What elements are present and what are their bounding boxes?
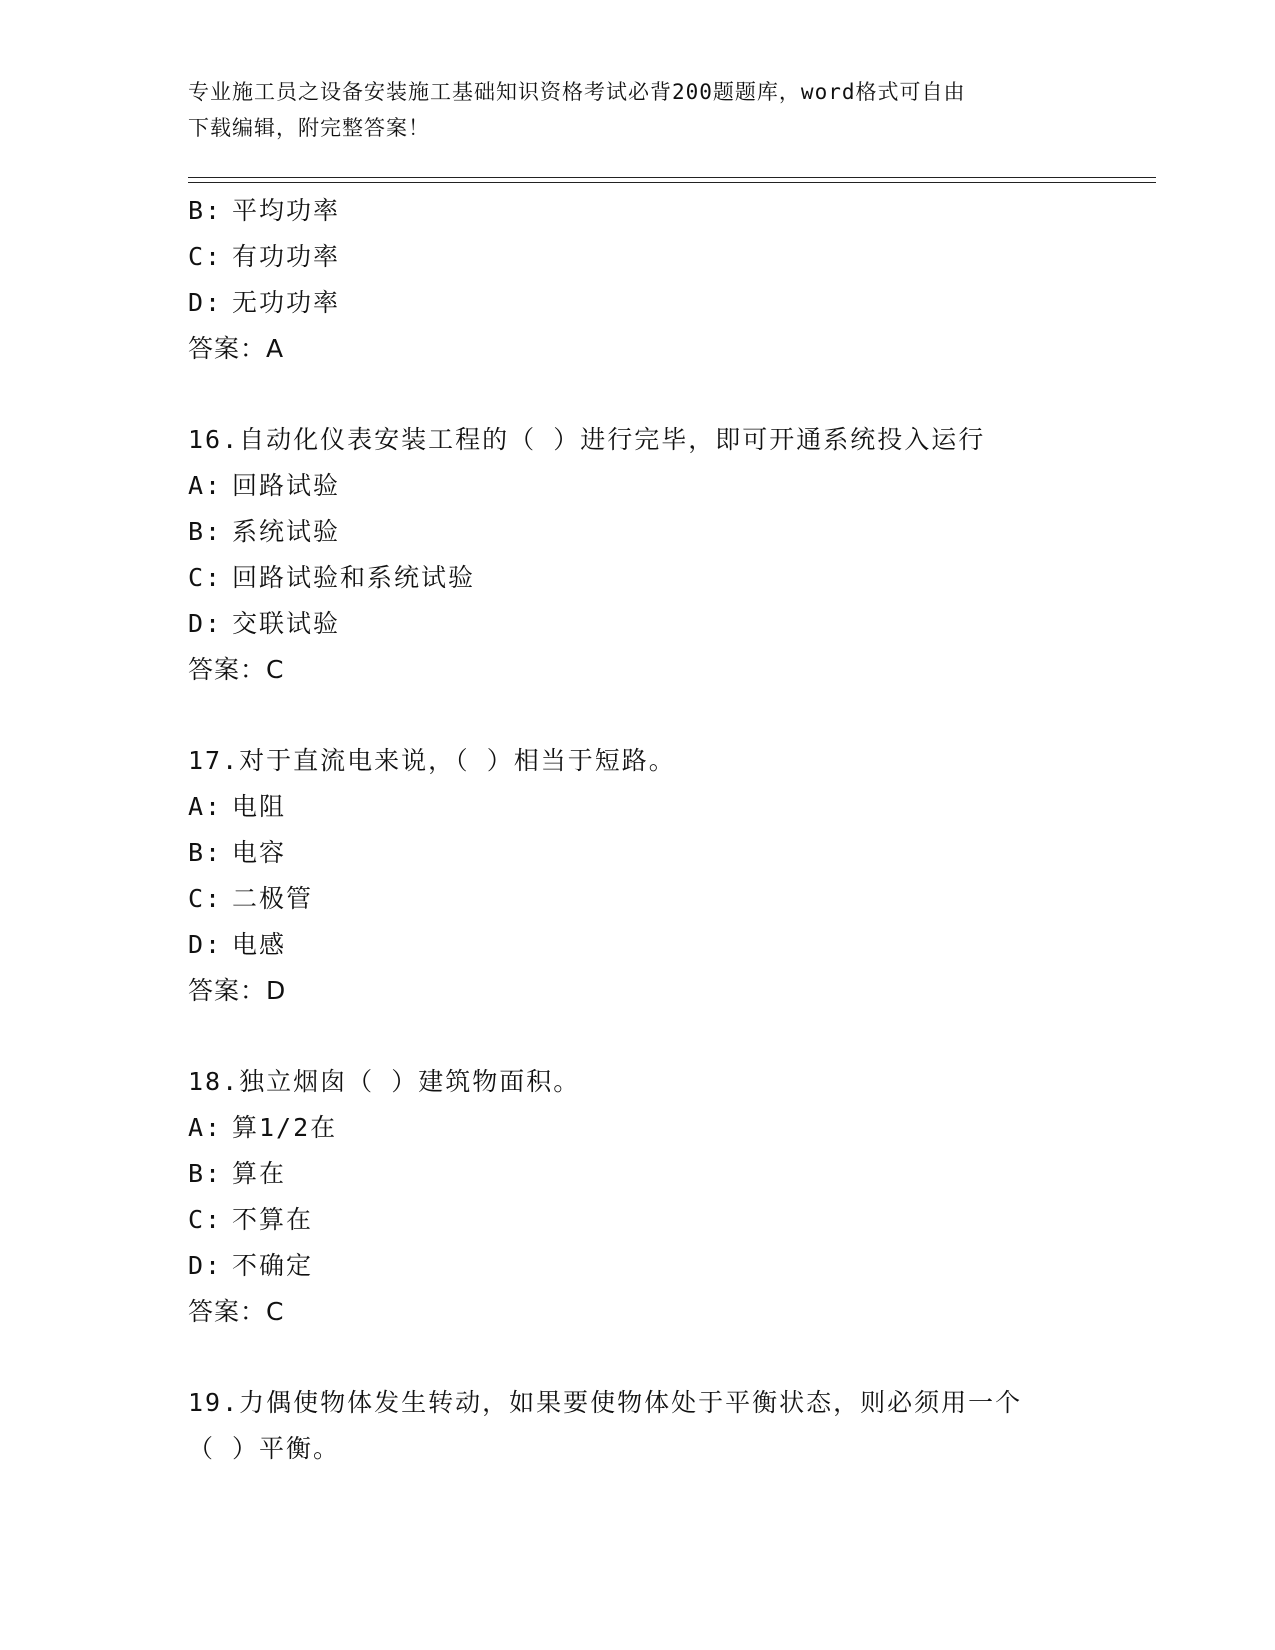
option-text: 电感 — [232, 930, 287, 959]
question-stem: 16.自动化仪表安装工程的（ ）进行完毕，即可开通系统投入运行 — [188, 425, 986, 454]
option-text: 系统试验 — [232, 517, 341, 546]
option-c — [188, 876, 1148, 922]
option-c — [188, 234, 1148, 280]
answer-line: 答案：C — [188, 1297, 285, 1326]
option-text: 电容 — [232, 838, 287, 867]
question-stem: 17.对于直流电来说，（ ）相当于短路。 — [188, 746, 676, 775]
option-letter: D: — [188, 1251, 223, 1280]
answer-line: 答案：C — [188, 655, 285, 684]
option-letter: D: — [188, 930, 223, 959]
option-text: 不算在 — [232, 1205, 314, 1234]
option-letter: A: — [188, 1113, 223, 1142]
question-block-partial — [188, 188, 1148, 372]
option-letter: C: — [188, 1205, 223, 1234]
option-d — [188, 1243, 1148, 1289]
option-letter: B: — [188, 1159, 223, 1188]
option-text: 回路试验 — [232, 471, 341, 500]
option-letter: D: — [188, 288, 223, 317]
option-text: 平均功率 — [232, 196, 341, 225]
option-b — [188, 188, 1148, 234]
question-stem: 19.力偶使物体发生转动，如果要使物体处于平衡状态，则必须用一个 — [188, 1388, 1023, 1417]
option-text: 交联试验 — [232, 609, 341, 638]
question-stem-continued: （ ）平衡。 — [188, 1434, 341, 1463]
header-divider-top — [188, 177, 1156, 178]
option-text: 有功功率 — [232, 242, 341, 271]
question-block-18 — [188, 1059, 1148, 1335]
option-c — [188, 1197, 1148, 1243]
option-text: 算在 — [232, 1159, 287, 1188]
header-title-line-2: 下载编辑，附完整答案！ — [188, 116, 430, 140]
option-text: 算1/2在 — [232, 1113, 338, 1142]
option-letter: B: — [188, 517, 223, 546]
option-d — [188, 601, 1148, 647]
document-header — [188, 74, 1088, 146]
option-a — [188, 463, 1148, 509]
option-text: 无功功率 — [232, 288, 341, 317]
option-a — [188, 784, 1148, 830]
option-b — [188, 509, 1148, 555]
header-title-line-1: 专业施工员之设备安装施工基础知识资格考试必背200题题库，word格式可自由 — [188, 80, 966, 104]
option-text: 回路试验和系统试验 — [232, 563, 476, 592]
option-text: 二极管 — [232, 884, 314, 913]
question-list — [188, 188, 1148, 1472]
question-block-16 — [188, 417, 1148, 693]
option-letter: C: — [188, 884, 223, 913]
option-letter: C: — [188, 242, 223, 271]
option-c — [188, 555, 1148, 601]
option-b — [188, 1151, 1148, 1197]
option-letter: D: — [188, 609, 223, 638]
question-stem: 18.独立烟囱（ ）建筑物面积。 — [188, 1067, 581, 1096]
option-d — [188, 280, 1148, 326]
header-divider-bottom — [188, 182, 1156, 183]
question-block-19 — [188, 1380, 1148, 1472]
option-letter: C: — [188, 563, 223, 592]
option-a — [188, 1105, 1148, 1151]
option-text: 不确定 — [232, 1251, 314, 1280]
option-letter: B: — [188, 838, 223, 867]
answer-line: 答案：A — [188, 334, 285, 363]
question-block-17 — [188, 738, 1148, 1014]
answer-line: 答案：D — [188, 976, 287, 1005]
option-letter: A: — [188, 471, 223, 500]
option-d — [188, 922, 1148, 968]
option-b — [188, 830, 1148, 876]
option-letter: A: — [188, 792, 223, 821]
option-text: 电阻 — [232, 792, 287, 821]
option-letter: B: — [188, 196, 223, 225]
